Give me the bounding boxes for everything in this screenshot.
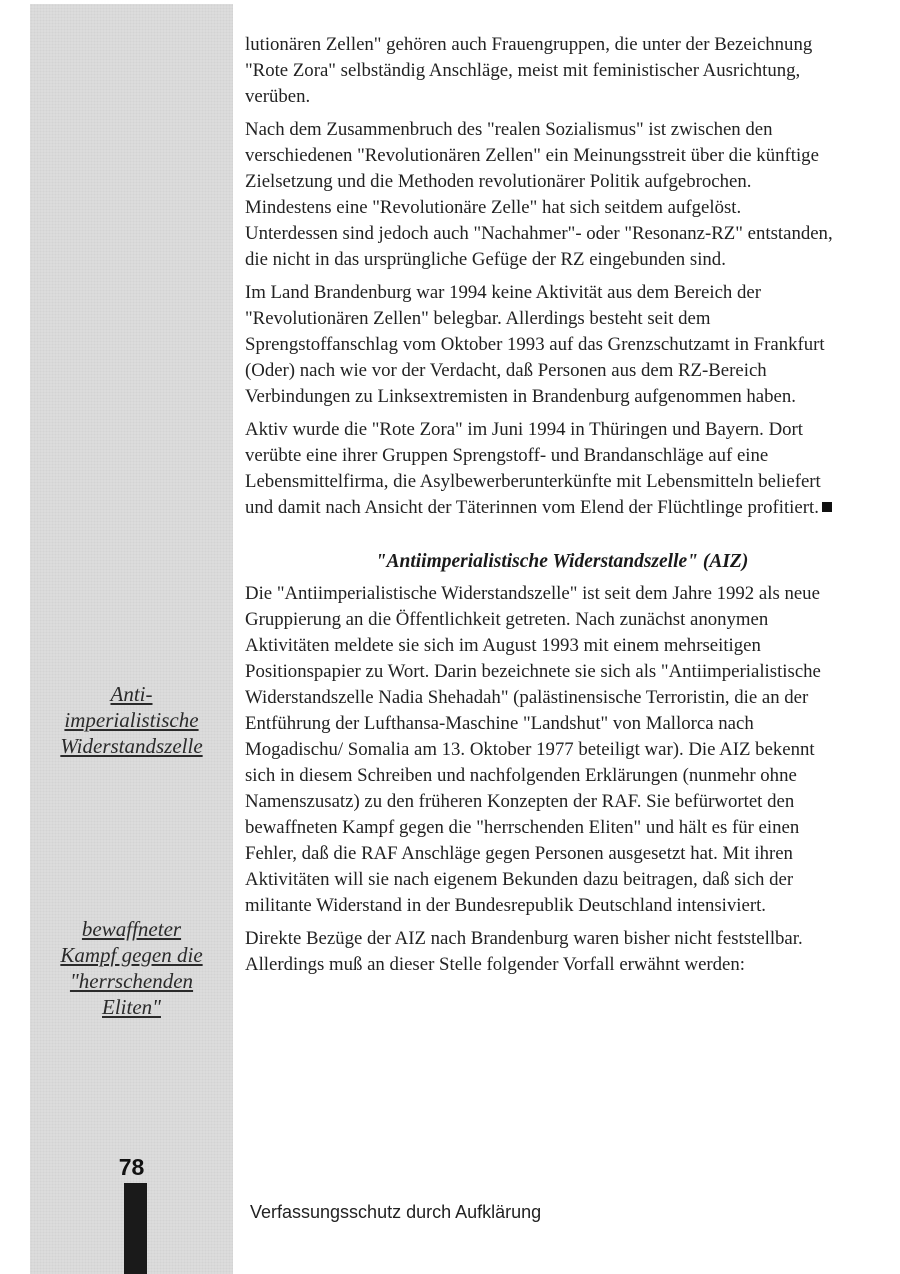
- margin-sidebar: [30, 4, 233, 1274]
- footer-text: Verfassungsschutz durch Aufklärung: [250, 1202, 542, 1222]
- main-text-column: [245, 32, 835, 985]
- body-paragraph-text: Aktiv wurde die "Rote Zora" im Juni 1994 in Thüringen und Bayern. Dort verübte eine ihrer Gruppen Sprengstoff- und Brandanschläge auf eine Lebensmittelfirma, die Asylbewerberunterkünfte mit Lebensmitteln beliefert und damit nach Ansicht der Täterinnen vom Elend der Flüchtlinge profitiert.: [245, 419, 821, 518]
- body-paragraph-with-end-mark: [245, 417, 835, 521]
- margin-note-line: "herrschenden: [69, 969, 194, 993]
- margin-note-line: Anti-: [110, 682, 153, 706]
- body-paragraph: Die "Antiimperialistische Widerstandszelle" ist seit dem Jahre 1992 als neue Gruppierung an die Öffentlichkeit getreten. Nach zunächst anonymen Aktivitäten meldete sie sich im August 1993 mit einem mehrseitigen Positionspapier zu Wort. Darin bezeichnete sie sich als "Antiimperialistische Widerstandszelle Nadia Shehadah" (palästinensische Terroristin, die an der Entführung der Lufthansa-Maschine "Landshut" von Mallorca nach Mogadischu/ Somalia am 13. Oktober 1977 beteiligt war). Die AIZ bekennt sich in diesem Schreiben und nachfolgenden Erklärungen (nunmehr ohne Namenszusatz) zu den früheren Konzepten der RAF. Sie befürwortet den bewaffneten Kampf gegen die "herrschenden Eliten" und hält es für einen Fehler, daß die RAF Anschläge gegen Personen ausgesetzt hat. Mit ihren Aktivitäten will sie nach eigenem Bekunden dazu beitragen, daß sich der militante Widerstand in der Bundesrepublik Deutschland intensiviert.: [245, 583, 821, 916]
- margin-note-aiz: [30, 681, 233, 759]
- body-paragraph: lutionären Zellen" gehören auch Frauengruppen, die unter der Bezeichnung "Rote Zora" selbständig Anschläge, meist mit feministischer Ausrichtung, verüben.: [245, 34, 813, 107]
- margin-note-line: imperialistische: [64, 708, 199, 732]
- page-number-bar: [124, 1183, 147, 1274]
- body-paragraph: Direkte Bezüge der AIZ nach Brandenburg waren bisher nicht feststellbar. Allerdings muß an dieser Stelle folgender Vorfall erwähnt werden:: [245, 928, 803, 975]
- margin-note-line: Eliten": [102, 995, 161, 1019]
- body-paragraph: Im Land Brandenburg war 1994 keine Aktivität aus dem Bereich der "Revolutionären Zellen" belegbar. Allerdings besteht seit dem Sprengstoffanschlag vom Oktober 1993 auf das Grenzschutzamt in Frankfurt (Oder) nach wie vor der Verdacht, daß Personen aus dem RZ-Bereich Verbindungen zu Linksextremisten in Brandenburg aufgenommen haben.: [245, 282, 825, 407]
- aiz-section: [245, 549, 835, 978]
- margin-note-line: bewaffneter: [81, 917, 182, 941]
- margin-note-armed-struggle: [30, 916, 233, 1020]
- page-number: 78: [118, 1154, 145, 1180]
- margin-note-line: Widerstandszelle: [60, 734, 203, 758]
- margin-note-line: Kampf gegen die: [60, 943, 203, 967]
- section-heading: "Antiimperialistische Widerstandszelle" (AIZ): [375, 551, 749, 572]
- end-of-section-mark: [822, 502, 832, 512]
- body-paragraph: Nach dem Zusammenbruch des "realen Sozialismus" ist zwischen den verschiedenen "Revolutionären Zellen" ein Meinungsstreit über die künftige Zielsetzung und die Methoden revolutionärer Politik aufgebrochen. Mindestens eine "Revolutionäre Zelle" hat sich seitdem aufgelöst. Unterdessen sind jedoch auch "Nachahmer"- oder "Resonanz-RZ" entstanden, die nicht in das ursprüngliche Gefüge der RZ eingebunden sind.: [245, 119, 833, 270]
